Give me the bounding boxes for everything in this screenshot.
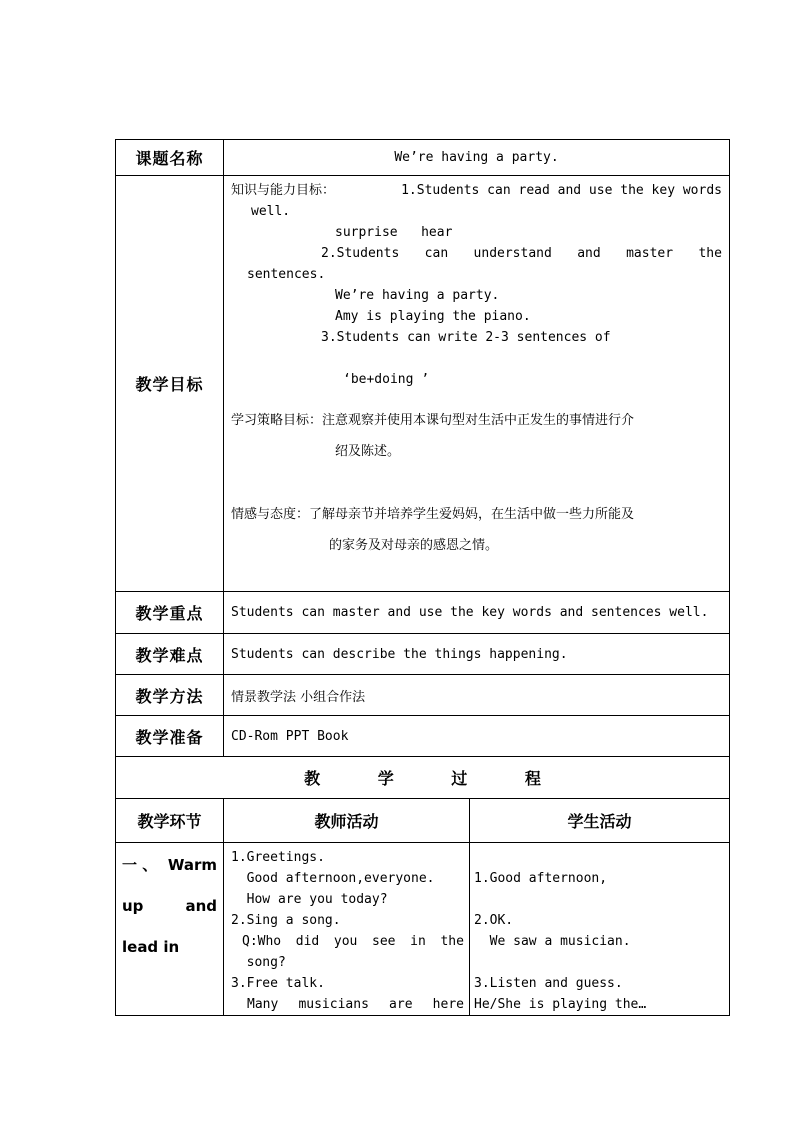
process-title: 教 学 过 程 <box>116 757 730 799</box>
objectives-content <box>224 176 730 592</box>
student-step-2a: We saw a musician. <box>474 934 631 949</box>
stage-1-text: 一 、 <box>122 856 158 874</box>
objective-2-word: can <box>424 246 449 261</box>
focus-row <box>116 592 730 634</box>
objective-1-words: surprise hear <box>335 225 453 240</box>
teacher-step-2: 2.Sing a song. <box>231 913 341 928</box>
process-title-row <box>116 757 730 799</box>
teacher-step-3a <box>231 994 464 1015</box>
stage-1-row <box>116 843 730 1016</box>
stage-1-cell <box>116 843 224 1016</box>
prep-label: 教学准备 <box>116 716 224 757</box>
objectives-label: 教学目标 <box>116 176 224 592</box>
teacher-step-1b: How are you today? <box>231 892 388 907</box>
teacher-word: the <box>440 934 464 949</box>
objective-2-word: and <box>577 246 601 261</box>
stage-1-text: Warm <box>167 856 217 874</box>
focus-label: 教学重点 <box>116 592 224 634</box>
method-value: 情景教学法 小组合作法 <box>224 675 730 716</box>
process-header-row <box>116 799 730 843</box>
difficulty-label: 教学难点 <box>116 634 224 675</box>
topic-value: We’re having a party. <box>224 140 730 176</box>
teacher-word: musicians <box>298 997 369 1012</box>
objective-2-word: master <box>626 246 674 261</box>
teacher-step-1a: Good afternoon,everyone. <box>231 871 435 886</box>
stage-1-line <box>122 886 217 927</box>
teacher-word: Many <box>247 997 279 1012</box>
teacher-word: are <box>389 997 413 1012</box>
stage-1-text: up <box>122 897 144 915</box>
teacher-word: Q:Who <box>242 934 282 949</box>
knowledge-prefix: 知识与能力目标： <box>231 183 336 198</box>
strategy-objective-cont: 绍及陈述。 <box>335 444 401 459</box>
difficulty-value: Students can describe the things happening. <box>224 634 730 675</box>
prep-value: CD-Rom PPT Book <box>224 716 730 757</box>
objective-1-line <box>231 180 722 201</box>
topic-label: 课题名称 <box>116 140 224 176</box>
student-header: 学生活动 <box>470 799 730 843</box>
teacher-step-1: 1.Greetings. <box>231 850 325 865</box>
lesson-plan-table <box>115 139 730 1016</box>
prep-row <box>116 716 730 757</box>
difficulty-row <box>116 634 730 675</box>
method-label: 教学方法 <box>116 675 224 716</box>
objective-2-sentence-1: We’re having a party. <box>335 288 500 303</box>
emotion-objective: 情感与态度：了解母亲节并培养学生爱妈妈，在生活中做一些力所能及 <box>231 507 635 522</box>
emotion-objective-cont: 的家务及对母亲的感恩之情。 <box>329 538 499 553</box>
lesson-plan-sheet <box>115 139 729 1016</box>
stage-header: 教学环节 <box>116 799 224 843</box>
student-step-3: 3.Listen and guess. <box>474 976 623 991</box>
topic-row <box>116 140 730 176</box>
objective-2-line <box>231 243 722 264</box>
objective-2-sentence-2: Amy is playing the piano. <box>335 309 531 324</box>
focus-value: Students can master and use the key words and sentences well. <box>224 592 730 634</box>
stage-1-text: and <box>185 897 217 915</box>
strategy-objective: 学习策略目标：注意观察并使用本课句型对生活中正发生的事情进行介 <box>231 413 635 428</box>
student-step-3a: He/She is playing the… <box>474 997 647 1012</box>
teacher-word: in <box>410 934 426 949</box>
objective-1-cont: well. <box>251 204 291 219</box>
student-step-1: 1.Good afternoon, <box>474 871 608 886</box>
stage-1-line: lead in <box>122 938 180 956</box>
teacher-step-2b: song? <box>231 955 286 970</box>
objective-2-word: 2.Students <box>321 246 400 261</box>
teacher-header: 教师活动 <box>224 799 470 843</box>
objective-2-word: the <box>698 246 722 261</box>
method-row <box>116 675 730 716</box>
objective-3-cont: ‘be+doing ’ <box>343 372 430 387</box>
teacher-word: you <box>333 934 358 949</box>
teacher-word: here <box>432 997 464 1012</box>
student-activities <box>470 843 730 1016</box>
teacher-word: see <box>372 934 396 949</box>
teacher-activities <box>224 843 470 1016</box>
objective-3-line: 3.Students can write 2-3 sentences of <box>321 330 611 345</box>
stage-1-line <box>122 845 217 886</box>
objective-2-cont: sentences. <box>247 267 326 282</box>
student-step-2: 2.OK. <box>474 913 514 928</box>
teacher-word: did <box>295 934 320 949</box>
teacher-step-2a <box>231 931 464 952</box>
objective-2-word: understand <box>473 246 552 261</box>
objective-1-text: 1.Students can read and use the key words <box>401 183 722 198</box>
objectives-row <box>116 176 730 592</box>
teacher-step-3: 3.Free talk. <box>231 976 325 991</box>
